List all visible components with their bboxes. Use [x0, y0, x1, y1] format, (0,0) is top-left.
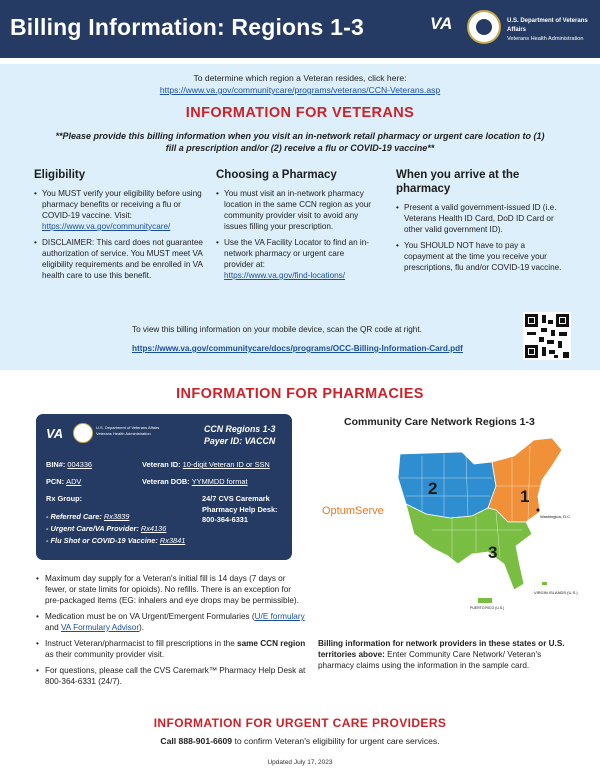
dept-line-1: U.S. Department of Veterans Affairs — [507, 18, 588, 33]
region-2-label: 2 — [428, 479, 438, 498]
arrive-item: • You SHOULD NOT have to pay a copayment at the time you receive your prescriptions, flu and/or COVID-19 vaccine. — [396, 240, 566, 273]
pharmacy-item: • Instruct Veteran/pharmacist to fill prescriptions in the same CCN region as their community provider visit. — [36, 638, 306, 660]
veterans-section — [0, 64, 600, 370]
choosing-column — [216, 168, 372, 286]
billing-card-link[interactable]: https://www.va.gov/communitycare/docs/programs/OCC-Billing-Information-Card.pdf — [132, 344, 463, 353]
card-group-referred: - Referred Care: Rx3839 — [46, 512, 130, 521]
region-intro-text: To determine which region a Veteran resides, click here: — [193, 73, 407, 83]
choosing-item: • You must visit an in-network pharmacy location in the same CCN region as your community provider visit to avoid any issues filling your prescription. — [216, 188, 372, 232]
card-seal-icon — [73, 423, 93, 443]
urgent-call-text: Call 888-901-6609 to confirm Veteran's eligibility for urgent care services. — [160, 736, 440, 746]
region-1-label: 1 — [520, 487, 530, 506]
qr-code-icon[interactable] — [523, 312, 571, 360]
virgin-islands-area — [542, 582, 547, 585]
region-intro — [0, 72, 600, 96]
pharmacies-title: INFORMATION FOR PHARMACIES — [176, 386, 424, 402]
optum-logo: OptumServe — [322, 505, 384, 517]
urgent-title: INFORMATION FOR URGENT CARE PROVIDERS — [153, 716, 447, 730]
pharmacy-instructions — [36, 573, 306, 692]
virgin-islands-label: VIRGIN ISLANDS (U.S.) — [534, 590, 578, 595]
ue-formulary-link[interactable]: U/E formulary — [254, 612, 305, 621]
card-help-desk: 24/7 CVS Caremark Pharmacy Help Desk: 800-364-6331 — [202, 494, 278, 524]
washington-label: Washington, D.C. — [540, 514, 572, 519]
card-bin: BIN#: 004336 — [46, 460, 93, 469]
pharmacy-item: • For questions, please call the CVS Caremark™ Pharmacy Help Desk at 800-364-6331 (24/7). — [36, 665, 306, 687]
region-link[interactable]: https://www.va.gov/communitycare/programs/veterans/CCN-Veterans.asp — [159, 85, 441, 95]
eligibility-column — [34, 168, 204, 286]
choosing-item: • Use the VA Facility Locator to find an in-network pharmacy or urgent care provider at: https://www.va.gov/find-locations/ — [216, 237, 372, 281]
card-group-urgent: - Urgent Care/VA Provider: Rx4136 — [46, 524, 167, 533]
pharmacy-item: • Maximum day supply for a Veteran's initial fill is 14 days (7 days or fewer, or state limits for opioids). No refills. There is an exception for pre-packaged items (EG: inhalers and eye drops may be permissible). — [36, 573, 306, 606]
puerto-rico-label: PUERTO RICO (U.S.) — [470, 606, 505, 610]
eligibility-item: • You MUST verify your eligibility before using pharmacy benefits or receiving a flu or COVID-19 vaccine. Visit: https://www.va.gov/communitycare/ — [34, 188, 204, 232]
communitycare-link[interactable]: https://www.va.gov/communitycare/ — [42, 222, 171, 231]
map-title: Community Care Network Regions 1-3 — [344, 416, 535, 428]
veterans-title: INFORMATION FOR VETERANS — [185, 105, 415, 121]
arrive-heading: When you arrive at the pharmacy — [396, 169, 520, 195]
updated-date: Updated July 17, 2023 — [267, 759, 333, 766]
scan-text: To view this billing information on your mobile device, scan the QR code at right. — [132, 325, 422, 334]
network-billing-note: Billing information for network providers in these states or U.S. territories above: Enter Community Care Network/ Veteran's pharmacy claims using the information in the sample card. — [318, 639, 565, 670]
card-pcn: PCN: ADV — [46, 477, 82, 486]
card-veteran-dob: Veteran DOB: YYMMDD format — [142, 477, 248, 486]
arrive-item: • Present a valid government-issued ID (i.e. Veterans Health ID Card, DoD ID Card or other valid government ID). — [396, 202, 566, 235]
eligibility-heading: Eligibility — [34, 169, 86, 181]
card-rx-group: Rx Group: — [46, 494, 83, 503]
formulary-advisor-link[interactable]: VA Formulary Advisor — [60, 623, 140, 632]
department-name — [507, 17, 600, 44]
page-title: Billing Information: Regions 1-3 — [10, 14, 364, 40]
card-dept: U.S. Department of Veterans Affairs Veterans Health Administration — [96, 425, 160, 436]
card-va-logo: VA — [46, 426, 64, 441]
pharmacy-item: • Medication must be on VA Urgent/Emergent Formularies (U/E formulary and VA Formulary Advisor). — [36, 611, 306, 633]
puerto-rico-area — [478, 598, 492, 603]
page-header — [0, 0, 600, 58]
card-region: CCN Regions 1-3 Payer ID: VACCN — [204, 424, 276, 446]
sample-billing-card — [36, 414, 292, 560]
dept-line-2: Veterans Health Administration — [507, 36, 584, 42]
arrive-column — [396, 168, 566, 278]
card-group-flu: - Flu Shot or COVID-19 Vaccine: Rx3841 — [46, 536, 186, 545]
va-logo: VA — [430, 14, 453, 33]
regions-map — [392, 434, 582, 614]
find-locations-link[interactable]: https://www.va.gov/find-locations/ — [224, 271, 346, 280]
va-seal-icon — [467, 10, 501, 44]
region-3-label: 3 — [488, 543, 498, 562]
veterans-notice: **Please provide this billing information when you visit an in-network retail pharmacy or urgent care location to (1) fill a prescription and/or (2) receive a flu or COVID-19 vaccine** — [55, 131, 545, 153]
card-veteran-id: Veteran ID: 10-digit Veteran ID or SSN — [142, 460, 270, 469]
region-1-area — [488, 438, 562, 522]
choosing-heading: Choosing a Pharmacy — [216, 169, 337, 181]
eligibility-item: • DISCLAIMER: This card does not guarantee authorization of service. You MUST meet VA eligibility requirements and be enrolled in VA health care to use this benefit. — [34, 237, 204, 281]
dc-marker — [537, 509, 540, 512]
